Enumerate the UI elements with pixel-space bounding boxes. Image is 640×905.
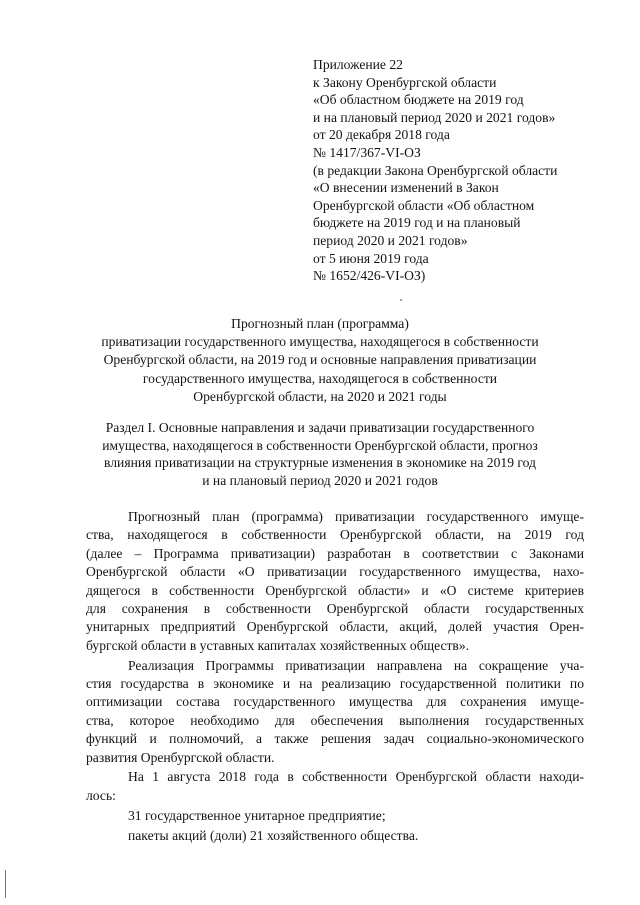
annex-line: от 20 декабря 2018 года — [313, 127, 450, 143]
text-line: для сохранения в собственности Оренбургской области государственных — [86, 600, 584, 616]
document-title — [40, 315, 600, 406]
annex-line: период 2020 и 2021 годов» — [313, 232, 468, 248]
section-line: влияния приватизации на структурные изменения в экономике на 2019 год — [104, 455, 536, 471]
annex-line: № 1417/367-VI-ОЗ — [313, 144, 421, 160]
text-line: развития Оренбургской области. — [86, 749, 275, 765]
text-line: Прогнозный план (программа) приватизации государственного имуще- — [128, 509, 584, 524]
section-line: и на плановый период 2020 и 2021 годов — [202, 472, 438, 488]
annex-line: «Об областном бюджете на 2019 год — [313, 92, 524, 108]
section-line: Раздел I. Основные направления и задачи приватизации государственного — [105, 420, 535, 435]
paragraph-2 — [86, 657, 584, 767]
section-heading — [40, 419, 600, 489]
annex-line: Приложение 22 — [313, 57, 403, 72]
paragraph-1 — [86, 508, 584, 655]
text-line: унитарных предприятий Оренбургской области, акций, долей участия Орен- — [86, 619, 584, 635]
section-line: имущества, находящегося в собственности Оренбургской области, прогноз — [102, 437, 538, 453]
paragraph-3 — [86, 768, 584, 805]
text-line: лось: — [86, 787, 116, 803]
annex-line: и на плановый период 2020 и 2021 годов» — [313, 109, 556, 125]
annex-line: «О внесении изменений в Закон — [313, 180, 499, 196]
annex-line: бюджете на 2019 год и на плановый — [313, 215, 521, 231]
text-line: 31 государственное унитарное предприятие; — [128, 807, 386, 823]
text-line: (далее – Программа приватизации) разработан в соответствии с Законами — [86, 545, 584, 561]
title-line: Прогнозный план (программа) — [231, 316, 409, 331]
paragraph-4 — [86, 807, 584, 825]
annex-line: к Закону Оренбургской области — [313, 74, 497, 90]
title-line: приватизации государственного имущества, находящегося в собственности — [101, 334, 539, 350]
body-text — [86, 508, 584, 845]
annex-line: Оренбургской области «Об областном — [313, 197, 535, 213]
annex-line: № 1652/426-VI-ОЗ) — [313, 268, 426, 284]
scan-speck — [400, 299, 402, 301]
text-line: бургской области в уставных капиталах хозяйственных обществ». — [86, 637, 470, 653]
text-line: функций и полномочий, а также решения задач социально-экономического — [86, 731, 584, 747]
scan-edge-mark — [5, 870, 6, 898]
text-line: Оренбургской области «О приватизации государственного имущества, нахо- — [86, 564, 584, 580]
title-line: Оренбургской области, на 2019 год и основные направления приватизации — [103, 352, 537, 368]
text-line: оптимизации состава государственного имущества для сохранения имуще- — [86, 694, 584, 710]
paragraph-5 — [86, 827, 584, 845]
text-line: ства, находящегося в собственности Оренбургской области, на 2019 год — [86, 527, 584, 543]
title-line: государственного имущества, находящегося в собственности — [142, 370, 498, 386]
annex-line: от 5 июня 2019 года — [313, 250, 429, 266]
text-line: Реализация Программы приватизации направлена на сокращение уча- — [128, 657, 584, 673]
text-line: На 1 августа 2018 года в собственности Оренбургской области находи- — [128, 769, 584, 785]
text-line: стия государства в экономике и на реализацию государственной политики по — [86, 676, 584, 692]
annex-header — [313, 56, 613, 285]
annex-line: (в редакции Закона Оренбургской области — [313, 162, 558, 178]
text-line: дящегося в собственности Оренбургской области» и «О системе критериев — [86, 582, 584, 598]
text-line: пакеты акций (доли) 21 хозяйственного общества. — [128, 827, 419, 843]
text-line: ства, которое необходимо для обеспечения выполнения государственных — [86, 712, 584, 728]
title-line: Оренбургской области, на 2020 и 2021 годы — [193, 388, 447, 404]
